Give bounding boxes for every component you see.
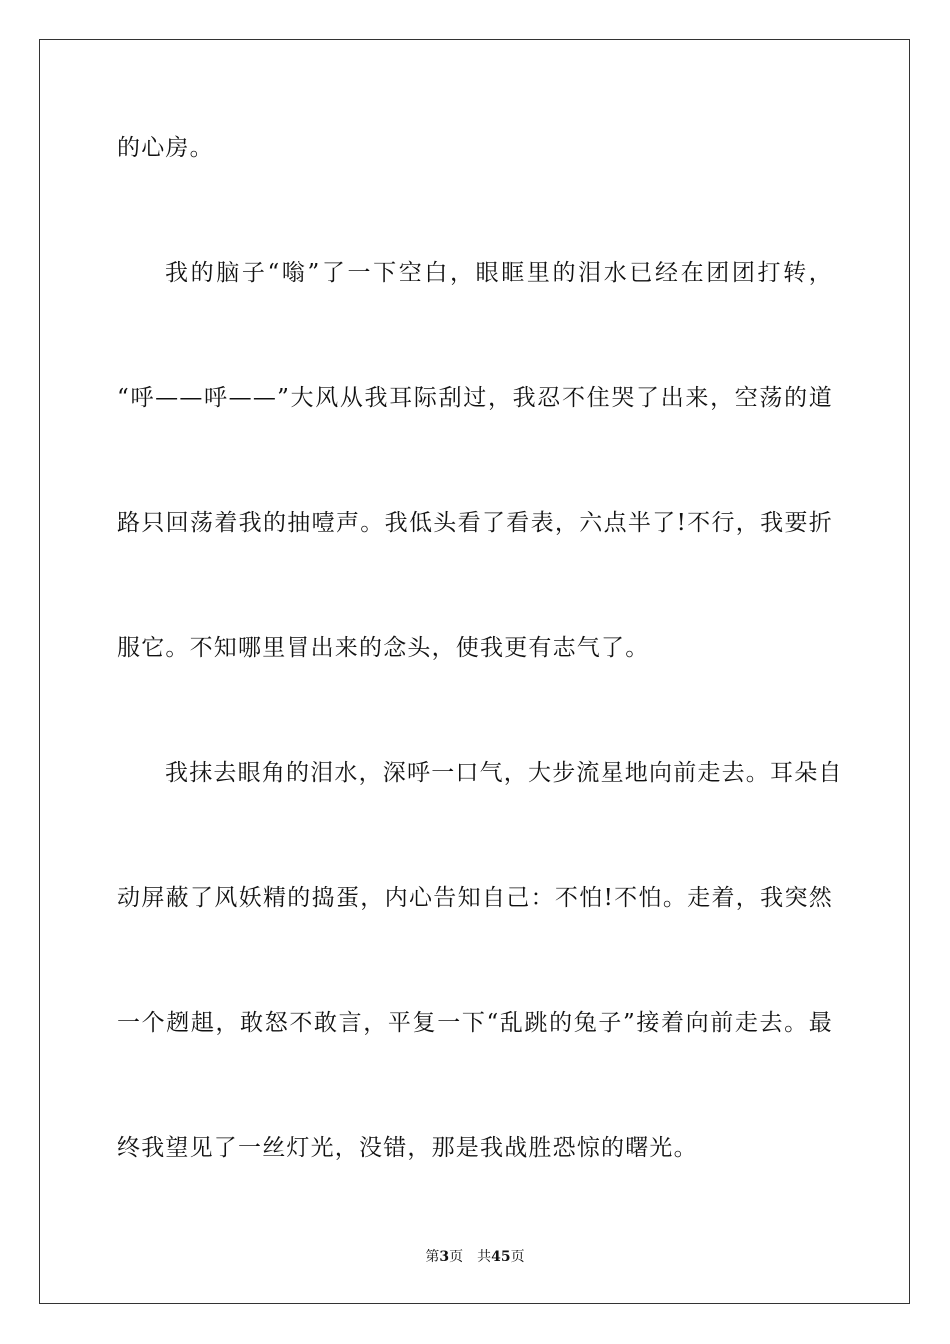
text-line-9: 终我望见了一丝灯光，没错，那是我战胜恐惊的曙光。: [117, 1135, 698, 1161]
footer-total-suffix: 页: [510, 1249, 525, 1265]
footer-page-prefix: 第: [425, 1249, 440, 1265]
text-line-4: 路只回荡着我的抽噎声。我低头看了看表，六点半了!不行，我要折: [117, 510, 833, 536]
text-line-2: 我的脑子“嗡”了一下空白，眼眶里的泪水已经在团团打转，: [165, 260, 833, 286]
footer-page-suffix: 页: [449, 1249, 464, 1265]
footer-total-pages: 45: [491, 1249, 511, 1265]
page-border: [39, 39, 910, 1304]
text-line-5: 服它。不知哪里冒出来的念头，使我更有志气了。: [117, 635, 650, 661]
text-line-7: 动屏蔽了风妖精的捣蛋，内心告知自己：不怕!不怕。走着，我突然: [117, 885, 833, 911]
footer-page-number: 3: [439, 1249, 450, 1265]
text-line-3: “呼——呼——”大风从我耳际刮过，我忍不住哭了出来，空荡的道: [117, 385, 833, 411]
text-line-1: 的心房。: [117, 135, 214, 161]
text-line-6: 我抹去眼角的泪水，深呼一口气，大步流星地向前走去。耳朵自: [165, 760, 843, 786]
footer-total-prefix: 共: [477, 1249, 492, 1265]
page-footer: [0, 1248, 950, 1266]
text-line-8: 一个趔趄，敢怒不敢言，平复一下“乱跳的兔子”接着向前走去。最: [117, 1010, 833, 1036]
